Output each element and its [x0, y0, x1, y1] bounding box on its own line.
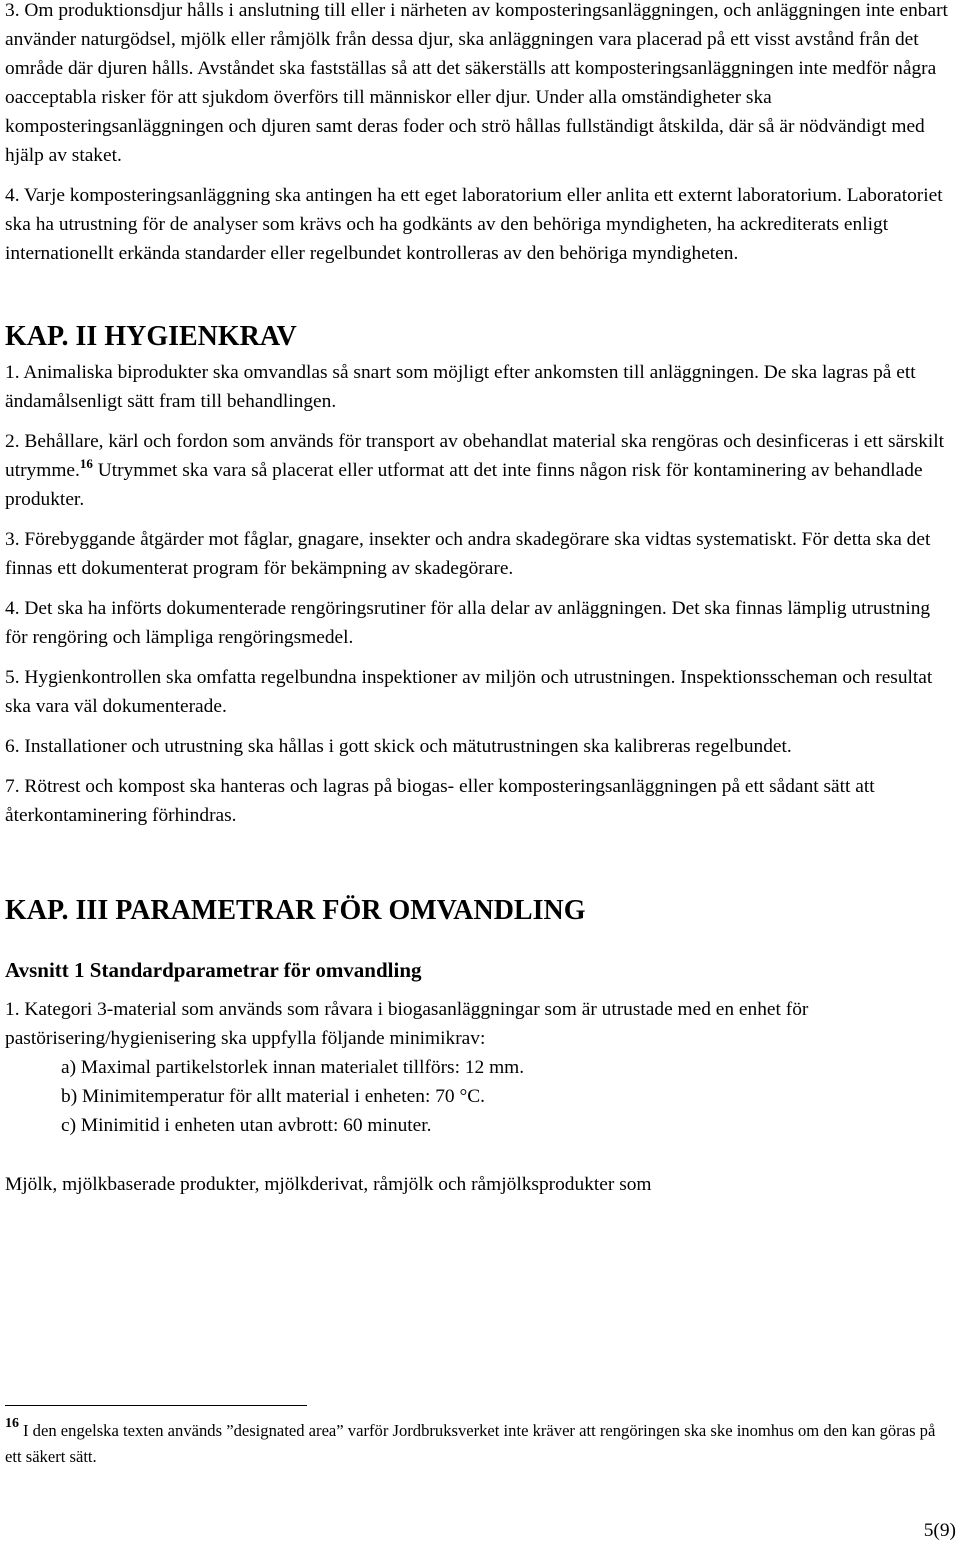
document-page: [5, 0, 955, 1199]
paragraph-intro-3: 3. Om produktionsdjur hålls i anslutning till eller i närheten av komposteringsanläggningen, och anläggningen inte enbart använder naturgödsel, mjölk eller råmjölk från dessa djur, ska anläggningen vara placerad på ett visst avstånd från det område där djuren hålls. Avståndet ska fastställas så att det säkerställs att komposteringsanläggningen inte medför några oacceptabla risker för att sjukdom överförs till människor eller djur. Under alla omständigheter ska komposteringsanläggningen och djuren samt deras foder och strö hållas fullständigt åtskilda, där så är nödvändigt med hjälp av staket.: [5, 0, 948, 166]
paragraph-kap2-2-start: 2. Behållare, kärl och fordon som används för transport av obehandlat material ska rengöras och desinficeras i ett särskilt utrymme.: [5, 431, 945, 481]
page-number: 5(9): [923, 1520, 956, 1541]
paragraph-kap2-4: 4. Det ska ha införts dokumenterade rengöringsrutiner för alla delar av anläggningen. Det ska finnas lämplig utrustning för rengöring och lämpliga rengöringsmedel.: [5, 598, 931, 648]
paragraph-kap2-6: 6. Installationer och utrustning ska hållas i gott skick och mätutrustningen ska kalibreras regelbundet.: [5, 736, 792, 757]
paragraph-kap2-2: [5, 427, 955, 514]
paragraph-kap2-5: 5. Hygienkontrollen ska omfatta regelbundna inspektioner av miljön och utrustningen. Inspektionsscheman och resultat ska vara väl dokumenterade.: [5, 667, 933, 717]
footnote: [5, 1418, 950, 1470]
footnote-separator: [5, 1405, 307, 1406]
list-item: a) Maximal partikelstorlek innan materialet tillförs: 12 mm.: [61, 1057, 525, 1078]
paragraph-kap2-3: 3. Förebyggande åtgärder mot fåglar, gnagare, insekter och andra skadegörare ska vidtas systematiskt. För detta ska det finnas ett dokumenterat program för bekämpning av skadegörare.: [5, 529, 931, 579]
footnote-text: I den engelska texten används ”designated area” varför Jordbruksverket inte kräver att rengöringen ska ske inomhus om den kan göras på ett säkert sätt.: [5, 1421, 936, 1466]
paragraph-kap3-1: 1. Kategori 3-material som används som råvara i biogasanläggningar som är utrustade med en enhet för pastörisering/hygienisering ska uppfylla följande minimikrav:: [5, 999, 809, 1049]
chapter-heading-parametrar: KAP. III PARAMETRAR FÖR OMVANDLING: [5, 895, 586, 926]
paragraph-intro-4: 4. Varje komposteringsanläggning ska antingen ha ett eget laboratorium eller anlita ett externt laboratorium. Laboratoriet ska ha utrustning för de analyser som krävs och ha godkänts av den behöriga myndigheten, ha ackrediterats enligt internationellt erkända standarder eller regelbundet kontrolleras av den behöriga myndigheten.: [5, 185, 943, 264]
paragraph-kap2-1: 1. Animaliska biprodukter ska omvandlas så snart som möjligt efter ankomsten till anläggningen. De ska lagras på ett ändamålsenligt sätt fram till behandlingen.: [5, 362, 916, 412]
paragraph-kap2-2-end: Utrymmet ska vara så placerat eller utformat att det inte finns någon risk för kontaminering av behandlade produkter.: [5, 460, 923, 510]
section-heading-standardparametrar: Avsnitt 1 Standardparametrar för omvandling: [5, 958, 422, 982]
paragraph-mjolk: Mjölk, mjölkbaserade produkter, mjölkderivat, råmjölk och råmjölksprodukter som: [5, 1174, 652, 1195]
paragraph-kap2-7: 7. Rötrest och kompost ska hanteras och lagras på biogas- eller komposteringsanläggningen på ett sådant sätt att återkontaminering förhindras.: [5, 776, 875, 826]
footnote-number: 16: [5, 1416, 19, 1431]
footnote-reference: 16: [79, 456, 93, 471]
requirements-list: [5, 1053, 955, 1140]
list-item: c) Minimitid i enheten utan avbrott: 60 minuter.: [61, 1115, 432, 1136]
list-item: b) Minimitemperatur för allt material i enheten: 70 °C.: [61, 1086, 485, 1107]
chapter-heading-hygienkrav: KAP. II HYGIENKRAV: [5, 321, 297, 352]
